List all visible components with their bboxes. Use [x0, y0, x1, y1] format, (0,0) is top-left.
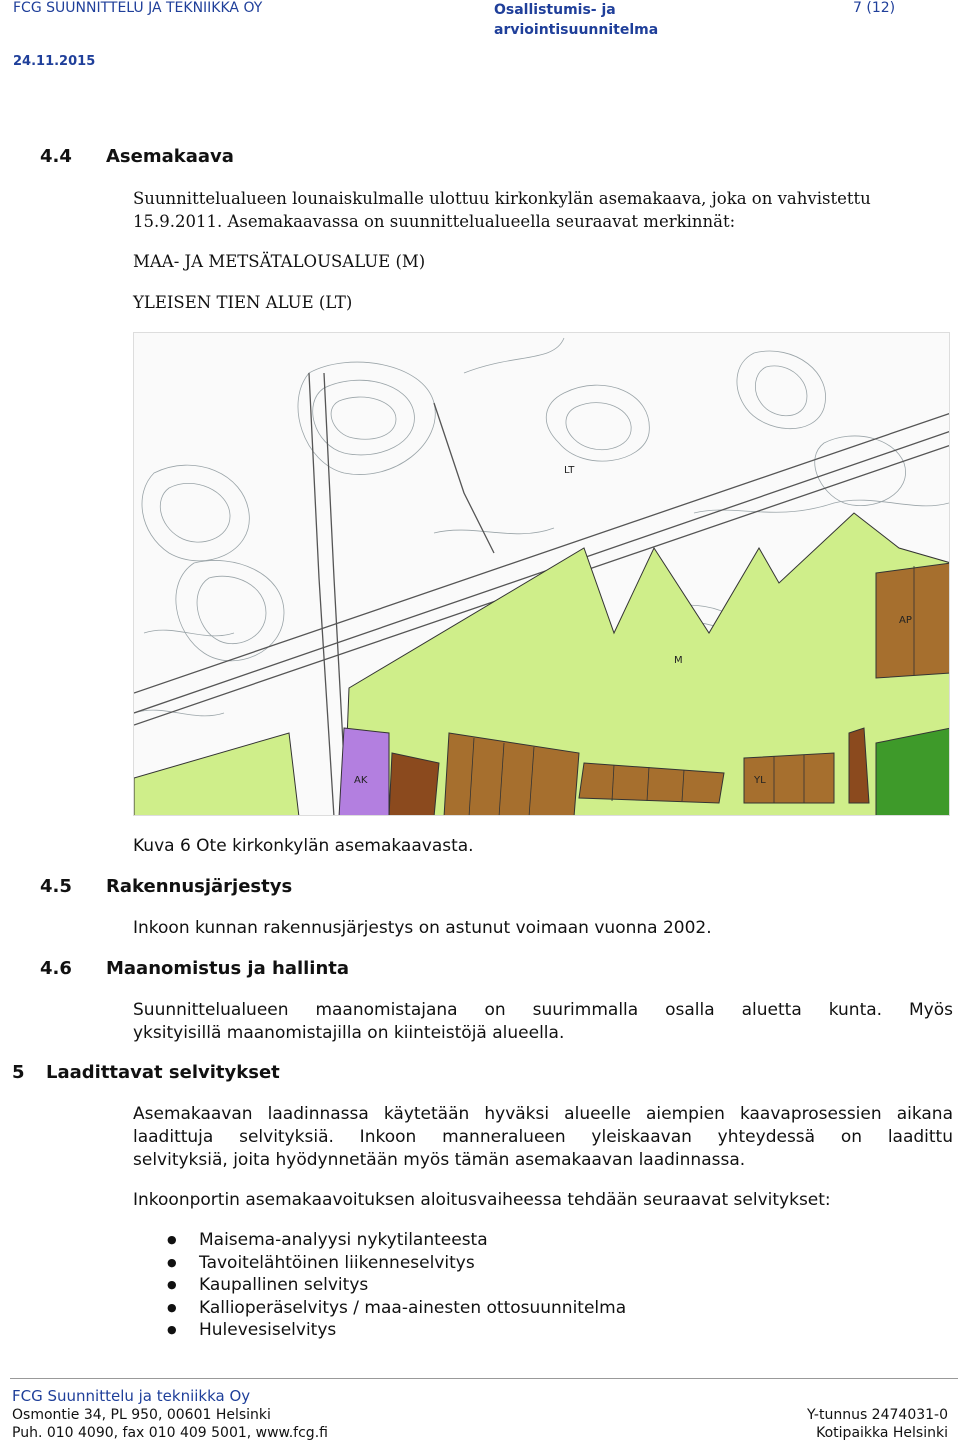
marking-m: MAA- JA METSÄTALOUSALUE (M): [133, 252, 426, 271]
section-4-4-number: 4.4: [40, 146, 72, 167]
list-item: ● Maisema-analyysi nykytilanteesta: [167, 1229, 626, 1252]
section-4-5-text: Inkoon kunnan rakennusjärjestys on astunut voimaan vuonna 2002.: [133, 918, 712, 938]
section-5-para2: Inkoonportin asemakaavoituksen aloitusvaiheessa tehdään seuraavat selvitykset:: [133, 1190, 831, 1210]
list-item: ● Kaupallinen selvitys: [167, 1274, 626, 1297]
map-label-ak: AK: [354, 775, 368, 786]
section-4-6-number: 4.6: [40, 958, 72, 979]
section-4-4-para-line2: 15.9.2011. Asemakaavassa on suunnittelualueella seuraavat merkinnät:: [133, 212, 736, 231]
section-5-para1-line3: selvityksiä, joita hyödynnetään myös tämän asemakaavan laadinnassa.: [133, 1150, 746, 1170]
marking-lt: YLEISEN TIEN ALUE (LT): [133, 293, 353, 312]
section-4-6-title: Maanomistus ja hallinta: [106, 958, 350, 979]
footer-address: Osmontie 34, PL 950, 00601 Helsinki: [12, 1407, 271, 1423]
map-label-m: M: [674, 655, 683, 666]
zone-brown-right: [876, 563, 950, 678]
section-4-4-title: Asemakaava: [106, 146, 234, 167]
header-date: 24.11.2015: [13, 54, 96, 69]
header-page-number: 7 (12): [853, 0, 896, 16]
section-5-para1-line2: laadittuja selvityksiä. Inkoon manneralueen yleiskaavan yhteydessä on laadittu: [133, 1127, 953, 1147]
zoning-map-figure: [133, 332, 950, 816]
section-4-5-title: Rakennusjärjestys: [106, 876, 293, 897]
header-doc-title: [494, 0, 658, 40]
list-item: ● Kallioperäselvitys / maa-ainesten ottosuunnitelma: [167, 1297, 626, 1320]
section-5-number: 5: [12, 1062, 25, 1083]
footer-business-id: Y-tunnus 2474031-0: [807, 1407, 948, 1423]
footer-domicile: Kotipaikka Helsinki: [816, 1425, 948, 1441]
footer-phone: Puh. 010 4090, fax 010 409 5001, www.fcg.fi: [12, 1425, 328, 1441]
header-doc-title-line1: Osallistumis- ja: [494, 2, 616, 18]
section-4-6-line1: Suunnittelualueen maanomistajana on suurimmalla osalla aluetta kunta. Myös: [133, 1000, 953, 1020]
map-label-yl: YL: [754, 775, 766, 786]
section-5-para1-line1: Asemakaavan laadinnassa käytetään hyväksi alueelle aiempien kaavaprosessien aikana: [133, 1104, 953, 1124]
figure-caption: Kuva 6 Ote kirkonkylän asemakaavasta.: [133, 836, 474, 856]
footer-brand: FCG Suunnittelu ja tekniikka Oy: [12, 1387, 251, 1405]
list-item: ● Hulevesiselvitys: [167, 1319, 626, 1342]
section-4-5-number: 4.5: [40, 876, 72, 897]
footer-divider: [10, 1378, 958, 1379]
map-label-ap: AP: [899, 615, 912, 626]
zone-dark-green: [876, 728, 950, 816]
section-4-4-para-line1: Suunnittelualueen lounaiskulmalle ulottuu kirkonkylän asemakaava, joka on vahvistettu: [133, 189, 871, 208]
survey-list: [167, 1229, 626, 1342]
map-label-lt: LT: [564, 465, 575, 476]
header-company: FCG SUUNNITTELU JA TEKNIIKKA OY: [13, 0, 263, 16]
section-5-title: Laadittavat selvitykset: [46, 1062, 280, 1083]
section-4-6-line2: yksityisillä maanomistajilla on kiinteistöjä alueella.: [133, 1023, 565, 1043]
zone-purple: [339, 728, 389, 816]
zoning-map-drawing: [134, 333, 950, 816]
zone-red-brown-left: [389, 753, 439, 816]
header-doc-title-line2: arviointisuunnitelma: [494, 22, 659, 38]
list-item: ● Tavoitelähtöinen liikenneselvitys: [167, 1252, 626, 1275]
